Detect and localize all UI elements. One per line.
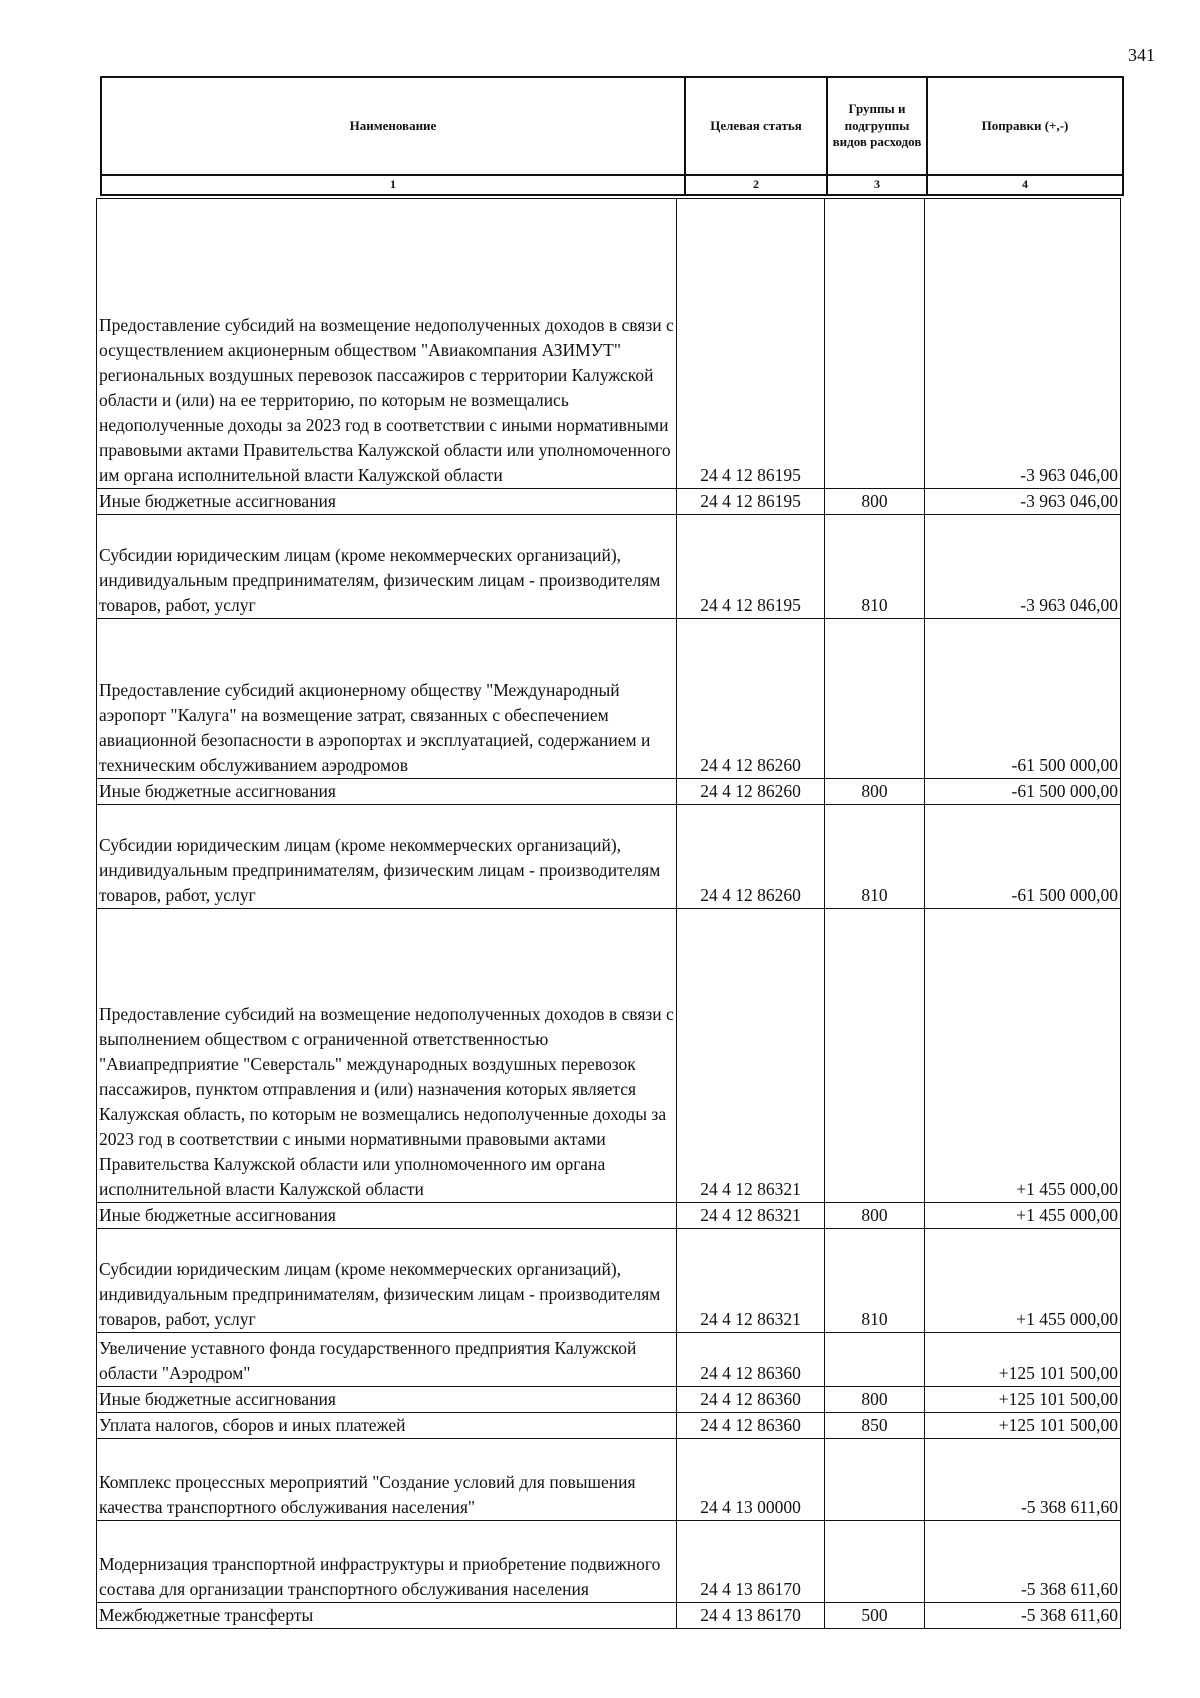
row-code: 24 4 12 86195 [677,199,825,489]
header-num-2: 2 [685,175,827,195]
table-row [97,1521,1121,1603]
row-amount: -61 500 000,00 [925,805,1121,909]
row-code: 24 4 12 86321 [677,909,825,1203]
row-amount: -3 963 046,00 [925,515,1121,619]
row-code: 24 4 12 86321 [677,1229,825,1333]
row-amount: -61 500 000,00 [925,779,1121,805]
row-group: 800 [825,779,925,805]
row-code: 24 4 13 86170 [677,1521,825,1603]
row-name: Увеличение уставного фонда государственного предприятия Калужской области "Аэродром" [97,1333,677,1387]
row-name: Комплекс процессных мероприятий "Создание условий для повышения качества транспортного обслуживания населения" [97,1439,677,1521]
table-row [97,1603,1121,1629]
table-row [97,515,1121,619]
row-amount: -5 368 611,60 [925,1521,1121,1603]
row-group [825,1439,925,1521]
table-row [97,1333,1121,1387]
row-amount: +125 101 500,00 [925,1413,1121,1439]
row-name: Межбюджетные трансферты [97,1603,677,1629]
row-code: 24 4 12 86260 [677,619,825,779]
table-row [97,619,1121,779]
row-code: 24 4 12 86260 [677,779,825,805]
table-row [97,1413,1121,1439]
row-code: 24 4 12 86195 [677,489,825,515]
row-code: 24 4 12 86360 [677,1387,825,1413]
row-amount: +125 101 500,00 [925,1333,1121,1387]
row-group [825,909,925,1203]
table-row [97,489,1121,515]
row-code: 24 4 12 86260 [677,805,825,909]
header-amendments: Поправки (+,-) [927,77,1123,175]
row-amount: -61 500 000,00 [925,619,1121,779]
row-name: Иные бюджетные ассигнования [97,1387,677,1413]
page-number: 341 [1128,45,1155,65]
table-row [97,909,1121,1203]
row-name: Предоставление субсидий на возмещение недополученных доходов в связи с выполнением обществом с ограниченной ответственностью "Авиапредприятие "Северсталь" международных воздушных перевозок пассажиров, пунктом отправления и (или) назначения которых является Калужская область, по которым не возмещались недополученные доходы за 2023 год в соответствии с иными нормативными правовыми актами Правительства Калужской области или уполномоченного им органа исполнительной власти Калужской области [97,909,677,1203]
row-group: 800 [825,1203,925,1229]
row-group: 810 [825,515,925,619]
row-name: Уплата налогов, сборов и иных платежей [97,1413,677,1439]
row-name: Иные бюджетные ассигнования [97,1203,677,1229]
row-group [825,1521,925,1603]
row-name: Предоставление субсидий акционерному обществу "Международный аэропорт "Калуга" на возмещение затрат, связанных с обеспечением авиационной безопасности в аэропортах и эксплуатацией, содержанием и техническим обслуживанием аэродромов [97,619,677,779]
row-amount: +1 455 000,00 [925,1203,1121,1229]
row-code: 24 4 12 86195 [677,515,825,619]
row-group [825,619,925,779]
table-row [97,805,1121,909]
row-name: Субсидии юридическим лицам (кроме некоммерческих организаций), индивидуальным предпринимателям, физическим лицам - производителям товаров, работ, услуг [97,1229,677,1333]
row-code: 24 4 13 00000 [677,1439,825,1521]
header-expense-groups: Группы и подгруппы видов расходов [827,77,927,175]
table-row [97,199,1121,489]
row-group: 800 [825,1387,925,1413]
table-row [97,779,1121,805]
row-amount: -5 368 611,60 [925,1603,1121,1629]
row-name: Модернизация транспортной инфраструктуры и приобретение подвижного состава для организации транспортного обслуживания населения [97,1521,677,1603]
row-code: 24 4 12 86360 [677,1413,825,1439]
table-row [97,1387,1121,1413]
row-amount: -3 963 046,00 [925,489,1121,515]
row-group [825,199,925,489]
header-num-3: 3 [827,175,927,195]
row-name: Субсидии юридическим лицам (кроме некоммерческих организаций), индивидуальным предпринимателям, физическим лицам - производителям товаров, работ, услуг [97,515,677,619]
table-row [97,1439,1121,1521]
row-code: 24 4 12 86321 [677,1203,825,1229]
row-group: 500 [825,1603,925,1629]
row-amount: -3 963 046,00 [925,199,1121,489]
row-code: 24 4 12 86360 [677,1333,825,1387]
row-name: Иные бюджетные ассигнования [97,489,677,515]
row-name: Субсидии юридическим лицам (кроме некоммерческих организаций), индивидуальным предпринимателям, физическим лицам - производителям товаров, работ, услуг [97,805,677,909]
row-amount: +1 455 000,00 [925,909,1121,1203]
table-row [97,1203,1121,1229]
row-amount: -5 368 611,60 [925,1439,1121,1521]
row-name: Предоставление субсидий на возмещение недополученных доходов в связи с осуществлением акционерным обществом "Авиакомпания АЗИМУТ" региональных воздушных перевозок пассажиров с территории Калужской области и (или) на ее территорию, по которым не возмещались недополученные доходы за 2023 год в соответствии с иными нормативными правовыми актами Правительства Калужской области или уполномоченного им органа исполнительной власти Калужской области [97,199,677,489]
header-num-1: 1 [101,175,685,195]
row-group: 810 [825,1229,925,1333]
header-num-4: 4 [927,175,1123,195]
row-amount: +125 101 500,00 [925,1387,1121,1413]
table-row [97,1229,1121,1333]
header-target-article: Целевая статья [685,77,827,175]
budget-table [96,198,1121,1629]
row-amount: +1 455 000,00 [925,1229,1121,1333]
table-header [100,76,1124,196]
row-group: 810 [825,805,925,909]
row-group: 850 [825,1413,925,1439]
row-name: Иные бюджетные ассигнования [97,779,677,805]
header-name: Наименование [101,77,685,175]
row-group [825,1333,925,1387]
row-group: 800 [825,489,925,515]
row-code: 24 4 13 86170 [677,1603,825,1629]
